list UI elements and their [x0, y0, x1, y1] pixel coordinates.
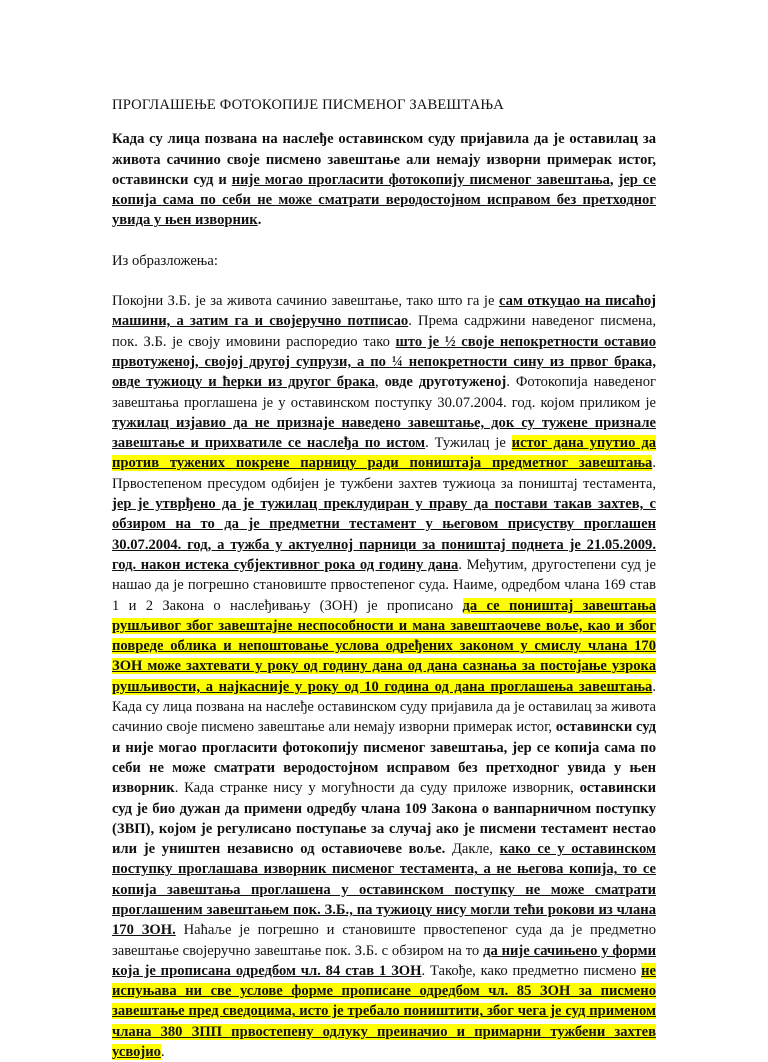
body-text-run: . Тужилац је	[425, 435, 512, 452]
body-text-run: Дакле,	[445, 841, 500, 858]
body-text-run: оставински суд је био дужан да примени одредбу члана 109 Закона о ванпарничном поступку (ЗВП), којом је регулисано поступање за случај ако је писмени тестамент нестао или је уништен независно од оставиочеве воље.	[112, 780, 656, 858]
summary-text-run: јер се копија сама по себи не може сматрати веродостојном исправом без претходног увида у њен изворник	[112, 171, 656, 229]
body-text-run: . Према садржини наведеног писмена, пок. З.Б. је своју имовини распоредио тако	[112, 313, 656, 350]
body-text-run: како се у оставинском поступку проглашава изворник писменог тестамента, а не његова копија, то се копија завештања проглашена у оставинском поступку не може сматрати проглашеним завештањем пок. З.Б., па тужиоцу нису могли тећи рокови из члана 170 ЗОН.	[112, 841, 656, 939]
body-text-run: . Првостепеном пресудом одбијен је тужбени захтев тужиоца за поништај тестамента,	[112, 455, 656, 492]
body-text-run: . Међутим, другостепени суд је нашао да је погрешно становиште првостепеног суда. Наиме, одредбом члана 169 став 1 и 2 Закона о наслеђивању (ЗОН) је прописано	[112, 556, 656, 614]
body-text-run: . Када су лица позвана на наслеђе оставинском суду пријавила да је оставилац за живота сачинио своје писмено завештање али немају изворни примерак истог,	[112, 678, 656, 736]
body-text-run: тужилац изјавио да не признаје наведено завештање, док су тужене признале завештање и прихватиле се наслеђа по истом	[112, 414, 656, 452]
body-text-run: Наћаље је погрешно и становиште првостепеног суда да је предметно завештање својеручно завештање пок. З.Б. с обзиром на то	[112, 922, 656, 959]
body-text-run: што је ½ своје непокретности оставио првотуженој, својој другој супрузи, а по ¼ непокретности сину из првог брака, овде тужиоцу и ћерки из другог брака	[112, 333, 656, 391]
body-text-run: јер је утврђено да је тужилац преклудиран у праву да постави такав захтев, с обзиром на то да је предметни тестамент у његовом присуству проглашен 30.07.2004. год, а тужба у актуелној парници за поништај поднета је 21.05.2009. год. након истека субјективног рока од годину дана	[112, 496, 656, 573]
body-text-run: сам откуцао на писаћој машини, а затим га и својеручно потписао	[112, 293, 656, 330]
summary-text-run: .	[257, 212, 262, 229]
body-text-run: не испуњава ни све услове форме прописане одредбом чл. 85 ЗОН за писмено завештање пред сведоцима, исто је требало поништити, због чега је суд применом члана 380 ЗПП првостепену одлуку преиначио и примарни тужбени захтев усвојио	[112, 962, 656, 1061]
summary-text-run: није могао прогласити фотокопију писменог завештања	[231, 171, 610, 188]
body-text-run: оставински суд и није могао прогласити фотокопију писменог завештања, јер се копија сама по себи не може сматрати веродостојном исправом без претходног увида у њен изворник	[112, 719, 656, 797]
body-text-run: . Фотокопија наведеног завештања проглашена је у оставинском поступку 30.07.2004. год. којом приликом је	[112, 374, 657, 411]
body-text-run: истог дана упутио да против тужених покрене парницу ради поништаја предметног завештања	[112, 435, 656, 472]
section-heading: Из образложења:	[112, 252, 218, 269]
summary-paragraph	[112, 129, 656, 230]
body-text-run: Покојни З.Б. је за живота сачинио завештање, тако што га је	[112, 293, 499, 310]
body-text-run: да није сачињено у форми која је прописана одредбом чл. 84 став 1 ЗОН	[112, 942, 656, 979]
body-text-run: . Такође, како предметно писмено	[421, 962, 642, 979]
body-text-run: ,	[375, 374, 385, 391]
summary-text-run: Када су лица позвана на наслеђе оставинском суду пријавила да је оставилац за живота сачинио своје писмено завештање али немају изворни примерак истог, оставински суд и	[112, 131, 656, 188]
body-paragraph	[112, 291, 656, 1062]
body-text-run: . Када странке нису у могућности да суду приложе изворник,	[174, 780, 580, 797]
body-text-run: да се поништај завештања рушљивог због завештајне неспособности и мана завештаочеве воље, као и због повреде облика и непоштовање услова одређених законом у смислу члана 170 ЗОН може захтевати у року од годину дана од дана сазнања за постојање узрока рушљивости, а најкасније у року од 10 година од дана проглашења завештања	[112, 597, 657, 695]
summary-text-run: ,	[609, 171, 619, 188]
body-text-run: овде друготуженој	[384, 374, 507, 391]
body-text-run: .	[160, 1044, 165, 1061]
document-title: ПРОГЛАШЕЊЕ ФОТОКОПИЈЕ ПИСМЕНОГ ЗАВЕШТАЊА	[112, 97, 504, 113]
